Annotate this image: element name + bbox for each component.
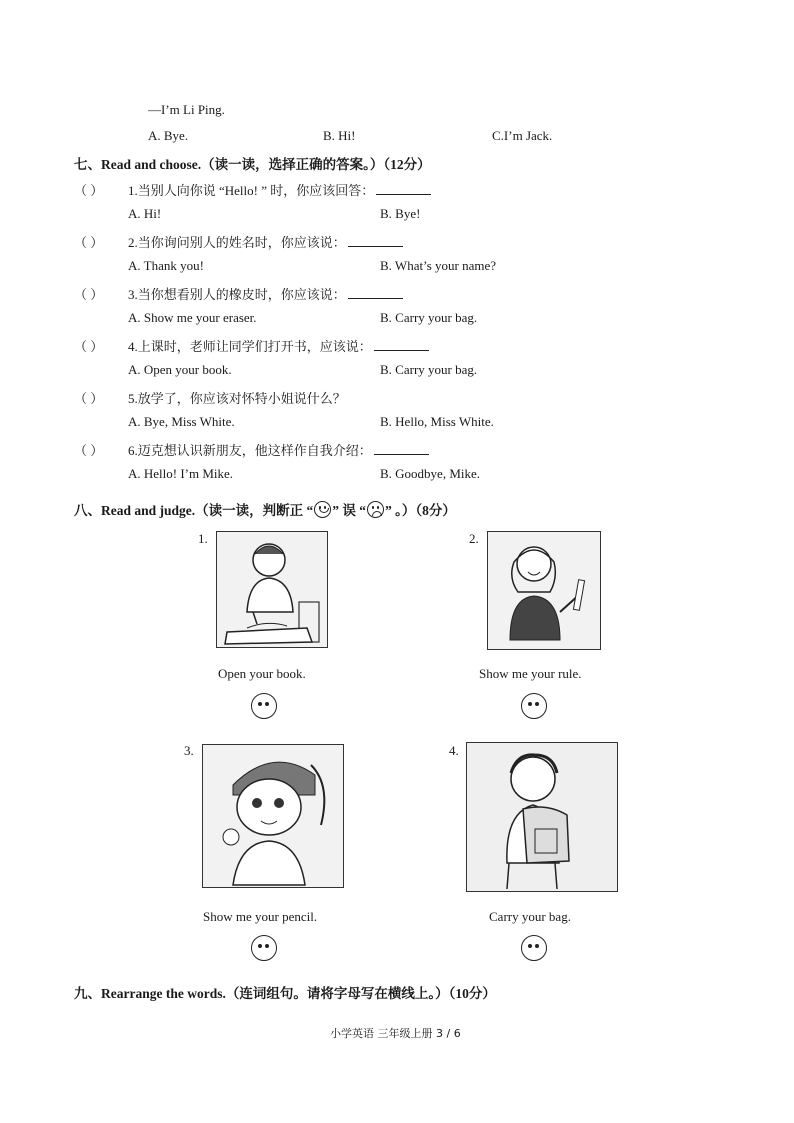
answer-blank[interactable]	[374, 338, 429, 351]
prev-question-reply: —I’m Li Ping.	[148, 102, 225, 117]
girl-with-ruler-image	[487, 531, 601, 650]
answer-blank[interactable]	[376, 182, 431, 195]
question-text: 6.迈克想认识新朋友，他这样作自我介绍：	[128, 440, 429, 459]
answer-paren[interactable]: （ ）	[74, 235, 104, 250]
option-b: B. What’s your name?	[380, 258, 497, 273]
option-b: B. Carry your bag.	[380, 310, 478, 325]
item-number: 2.	[469, 531, 479, 546]
item-number: 3.	[184, 743, 194, 758]
judge-face-icon[interactable]	[521, 693, 547, 719]
option-b: B. Carry your bag.	[380, 362, 478, 377]
prev-option-c: C.I’m Jack.	[492, 128, 553, 143]
item-caption: Show me your rule.	[479, 666, 582, 681]
section7-title: 七、Read and choose.（读一读，选择正确的答案。）（12分）	[74, 157, 431, 172]
option-a: A. Thank you!	[128, 258, 204, 273]
option-a: A. Open your book.	[128, 362, 232, 377]
answer-paren[interactable]: （ ）	[74, 443, 104, 458]
answer-blank[interactable]	[348, 286, 403, 299]
option-a: A. Bye, Miss White.	[128, 414, 235, 429]
item-caption: Open your book.	[218, 666, 306, 681]
item-caption: Carry your bag.	[489, 909, 571, 924]
girl-with-pencil-image	[202, 744, 344, 888]
question-text: 4.上课时，老师让同学们打开书，应该说：	[128, 336, 429, 355]
option-a: A. Show me your eraser.	[128, 310, 257, 325]
section9-title: 九、Rearrange the words.（连词组句。请将字母写在横线上。）（10分）	[74, 986, 496, 1001]
smiley-face-icon	[314, 501, 331, 518]
judge-face-icon[interactable]	[521, 935, 547, 961]
question-text: 1.当别人向你说 “Hello! ” 时，你应该回答：	[128, 180, 431, 199]
boy-with-backpack-image	[466, 742, 618, 892]
prev-option-b: B. Hi!	[323, 128, 356, 143]
page-footer: 小学英语 三年级上册 3 / 6	[330, 1027, 461, 1040]
option-b: B. Goodbye, Mike.	[380, 466, 481, 481]
answer-blank[interactable]	[374, 442, 429, 455]
question-text: 5.放学了，你应该对怀特小姐说什么？	[128, 391, 346, 406]
item-number: 1.	[198, 531, 208, 546]
sad-face-icon	[367, 501, 384, 518]
answer-paren[interactable]: （ ）	[74, 287, 104, 302]
answer-paren[interactable]: （ ）	[74, 183, 104, 198]
question-text: 2.当你询问别人的姓名时，你应该说：	[128, 232, 403, 251]
item-number: 4.	[449, 743, 459, 758]
answer-paren[interactable]: （ ）	[74, 391, 104, 406]
option-b: B. Bye!	[380, 206, 421, 221]
option-a: A. Hello! I’m Mike.	[128, 466, 234, 481]
option-a: A. Hi!	[128, 206, 162, 221]
prev-option-a: A. Bye.	[148, 128, 189, 143]
section8-title: 八、Read and judge.（读一读，判断正 “ ” 误 “ ” 。）（8分）	[74, 503, 456, 518]
question-text: 3.当你想看别人的橡皮时，你应该说：	[128, 284, 403, 303]
boy-writing-image	[216, 531, 328, 648]
item-caption: Show me your pencil.	[203, 909, 318, 924]
judge-face-icon[interactable]	[251, 935, 277, 961]
answer-paren[interactable]: （ ）	[74, 339, 104, 354]
option-b: B. Hello, Miss White.	[380, 414, 494, 429]
judge-face-icon[interactable]	[251, 693, 277, 719]
answer-blank[interactable]	[348, 234, 403, 247]
